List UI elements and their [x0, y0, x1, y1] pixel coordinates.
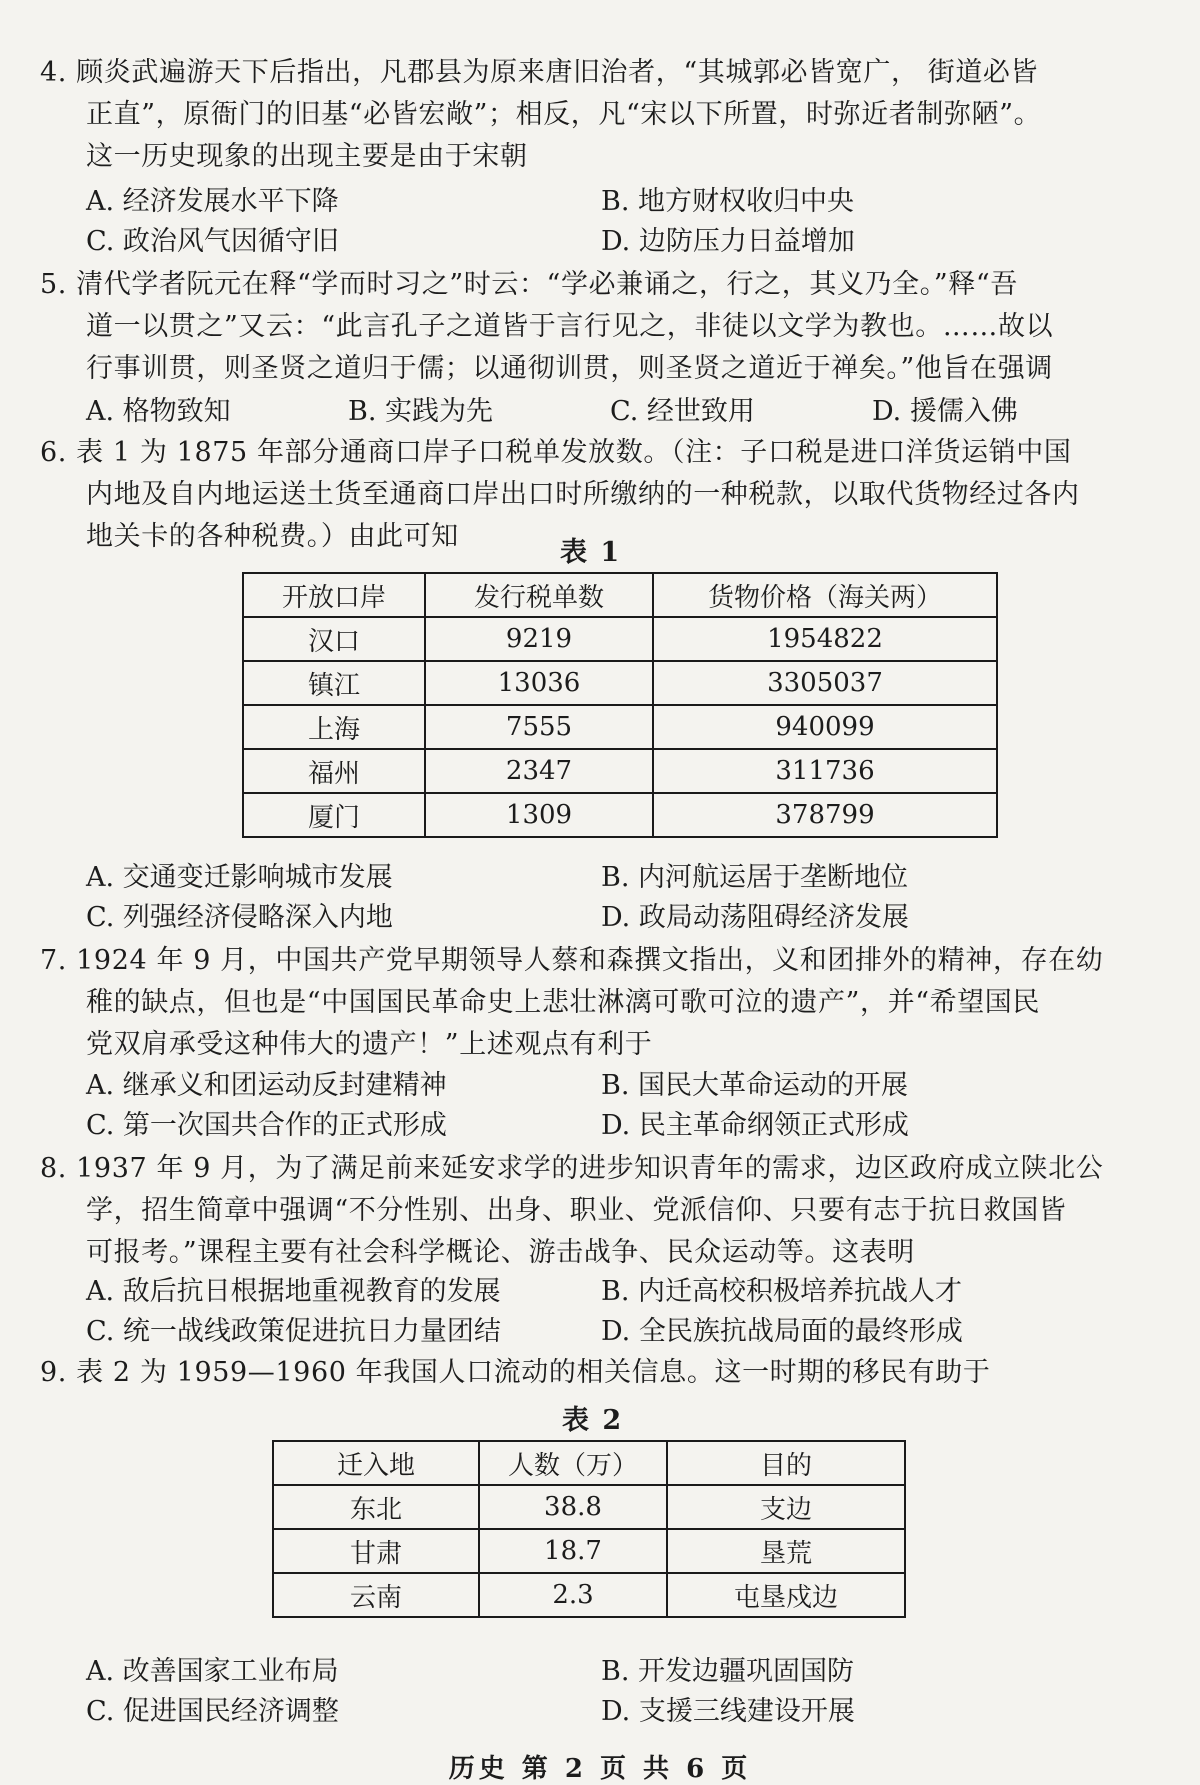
option-8d[interactable]: D. 全民族抗战局面的最终形成 — [601, 1316, 963, 1347]
table-cell: 18.7 — [479, 1529, 667, 1573]
question-7 — [40, 940, 1120, 1066]
option-4a[interactable]: A. 经济发展水平下降 — [86, 186, 339, 217]
option-7c[interactable]: C. 第一次国共合作的正式形成 — [86, 1110, 447, 1141]
option-9b[interactable]: B. 开发边疆巩固国防 — [601, 1656, 855, 1687]
option-4d[interactable]: D. 边防压力日益增加 — [601, 226, 855, 257]
question-8-line-1: 8. 1937 年 9 月，为了满足前来延安求学的进步知识青年的需求，边区政府成立陕北公 — [40, 1153, 1104, 1184]
table-cell: 镇江 — [243, 661, 425, 705]
table-cell: 1309 — [425, 793, 653, 837]
option-4c[interactable]: C. 政治风气因循守旧 — [86, 226, 339, 257]
question-8-line-3: 可报考。”课程主要有社会科学概论、游击战争、民众运动等。这表明 — [86, 1237, 915, 1268]
option-6d[interactable]: D. 政局动荡阻碍经济发展 — [601, 902, 909, 933]
table-cell: 上海 — [243, 705, 425, 749]
question-4-line-3: 这一历史现象的出现主要是由于宋朝 — [86, 141, 528, 172]
question-6-line-2: 内地及自内地运送土货至通商口岸出口时所缴纳的一种税款，以取代货物经过各内 — [86, 479, 1080, 510]
option-9a[interactable]: A. 改善国家工业布局 — [86, 1656, 339, 1687]
question-9 — [40, 1352, 1120, 1394]
question-5-line-2: 道一以贯之”又云：“此言孔子之道皆于言行见之，非徒以文学为教也。……故以 — [86, 311, 1054, 342]
table-cell: 1954822 — [653, 617, 997, 661]
question-4 — [40, 52, 1120, 178]
table-2-header-row — [273, 1441, 905, 1485]
option-7b[interactable]: B. 国民大革命运动的开展 — [601, 1070, 909, 1101]
table-1-header-cell: 发行税单数 — [425, 573, 653, 617]
question-9-line-1: 9. 表 2 为 1959—1960 年我国人口流动的相关信息。这一时期的移民有助于 — [40, 1357, 991, 1388]
question-6-line-1: 6. 表 1 为 1875 年部分通商口岸子口税单发放数。（注：子口税是进口洋货运销中国 — [40, 437, 1072, 468]
option-7d[interactable]: D. 民主革命纲领正式形成 — [601, 1110, 909, 1141]
option-8c[interactable]: C. 统一战线政策促进抗日力量团结 — [86, 1316, 501, 1347]
table-cell: 378799 — [653, 793, 997, 837]
table-cell: 311736 — [653, 749, 997, 793]
question-6-line-3: 地关卡的各种税费。）由此可知 — [86, 521, 459, 552]
table-cell: 2347 — [425, 749, 653, 793]
question-8-options — [86, 1272, 1116, 1352]
table-cell: 甘肃 — [273, 1529, 479, 1573]
table-cell: 9219 — [425, 617, 653, 661]
question-5-line-3: 行事训贯，则圣贤之道归于儒；以通彻训贯，则圣贤之道近于禅矣。”他旨在强调 — [86, 353, 1053, 384]
table-2-header-cell: 迁入地 — [273, 1441, 479, 1485]
question-5-line-1: 5. 清代学者阮元在释“学而时习之”时云：“学必兼诵之，行之，其义乃全。”释“吾 — [40, 269, 1018, 300]
option-8b[interactable]: B. 内迁高校积极培养抗战人才 — [601, 1276, 963, 1307]
table-cell: 厦门 — [243, 793, 425, 837]
table-2-caption: 表 2 — [562, 1405, 624, 1436]
table-row — [243, 617, 997, 661]
question-4-options — [86, 182, 1116, 262]
question-4-line-2: 正直”，原衙门的旧基“必皆宏敞”；相反，凡“宋以下所置，时弥近者制弥陋”。 — [86, 99, 1042, 130]
option-8a[interactable]: A. 敌后抗日根据地重视教育的发展 — [86, 1276, 501, 1307]
question-6-options — [86, 858, 1116, 938]
table-cell: 38.8 — [479, 1485, 667, 1529]
table-1-header-cell: 货物价格（海关两） — [653, 573, 997, 617]
option-5a[interactable]: A. 格物致知 — [86, 396, 231, 427]
table-cell: 汉口 — [243, 617, 425, 661]
table-cell: 屯垦戍边 — [667, 1573, 905, 1617]
question-5 — [40, 264, 1120, 390]
table-row — [243, 749, 997, 793]
table-cell: 东北 — [273, 1485, 479, 1529]
table-row — [243, 793, 997, 837]
table-row — [273, 1529, 905, 1573]
table-cell: 云南 — [273, 1573, 479, 1617]
question-7-line-3: 党双肩承受这种伟大的遗产！”上述观点有利于 — [86, 1029, 653, 1060]
table-cell: 13036 — [425, 661, 653, 705]
table-cell: 940099 — [653, 705, 997, 749]
table-1 — [242, 572, 998, 838]
question-7-options — [86, 1066, 1116, 1146]
question-4-line-1: 4. 顾炎武遍游天下后指出，凡郡县为原来唐旧治者，“其城郭必皆宽广， 街道必皆 — [40, 57, 1039, 88]
table-2 — [272, 1440, 906, 1618]
option-5c[interactable]: C. 经世致用 — [610, 396, 755, 427]
option-5d[interactable]: D. 援儒入佛 — [872, 396, 1018, 427]
table-cell: 垦荒 — [667, 1529, 905, 1573]
table-row — [243, 705, 997, 749]
question-5-options — [86, 392, 1116, 432]
question-8 — [40, 1148, 1120, 1274]
option-9d[interactable]: D. 支援三线建设开展 — [601, 1696, 855, 1727]
table-1-header-cell: 开放口岸 — [243, 573, 425, 617]
table-row — [243, 661, 997, 705]
option-7a[interactable]: A. 继承义和团运动反封建精神 — [86, 1070, 447, 1101]
table-cell: 支边 — [667, 1485, 905, 1529]
table-cell: 3305037 — [653, 661, 997, 705]
table-cell: 2.3 — [479, 1573, 667, 1617]
table-2-header-cell: 人数（万） — [479, 1441, 667, 1485]
page-footer: 历史 第 2 页 共 6 页 — [448, 1754, 752, 1784]
question-7-line-1: 7. 1924 年 9 月，中国共产党早期领导人蔡和森撰文指出，义和团排外的精神，存在幼 — [40, 945, 1104, 976]
option-5b[interactable]: B. 实践为先 — [348, 396, 494, 427]
table-cell: 福州 — [243, 749, 425, 793]
question-9-options — [86, 1652, 1116, 1732]
option-4b[interactable]: B. 地方财权收归中央 — [601, 186, 855, 217]
option-9c[interactable]: C. 促进国民经济调整 — [86, 1696, 339, 1727]
table-row — [273, 1573, 905, 1617]
table-cell: 7555 — [425, 705, 653, 749]
question-7-line-2: 稚的缺点，但也是“中国国民革命史上悲壮淋漓可歌可泣的遗产”，并“希望国民 — [86, 987, 1041, 1018]
option-6c[interactable]: C. 列强经济侵略深入内地 — [86, 902, 393, 933]
option-6b[interactable]: B. 内河航运居于垄断地位 — [601, 862, 909, 893]
table-2-header-cell: 目的 — [667, 1441, 905, 1485]
question-8-line-2: 学，招生简章中强调“不分性别、出身、职业、党派信仰、只要有志于抗日救国皆 — [86, 1195, 1067, 1226]
option-6a[interactable]: A. 交通变迁影响城市发展 — [86, 862, 393, 893]
table-1-caption: 表 1 — [560, 537, 622, 568]
table-1-header-row — [243, 573, 997, 617]
table-row — [273, 1485, 905, 1529]
